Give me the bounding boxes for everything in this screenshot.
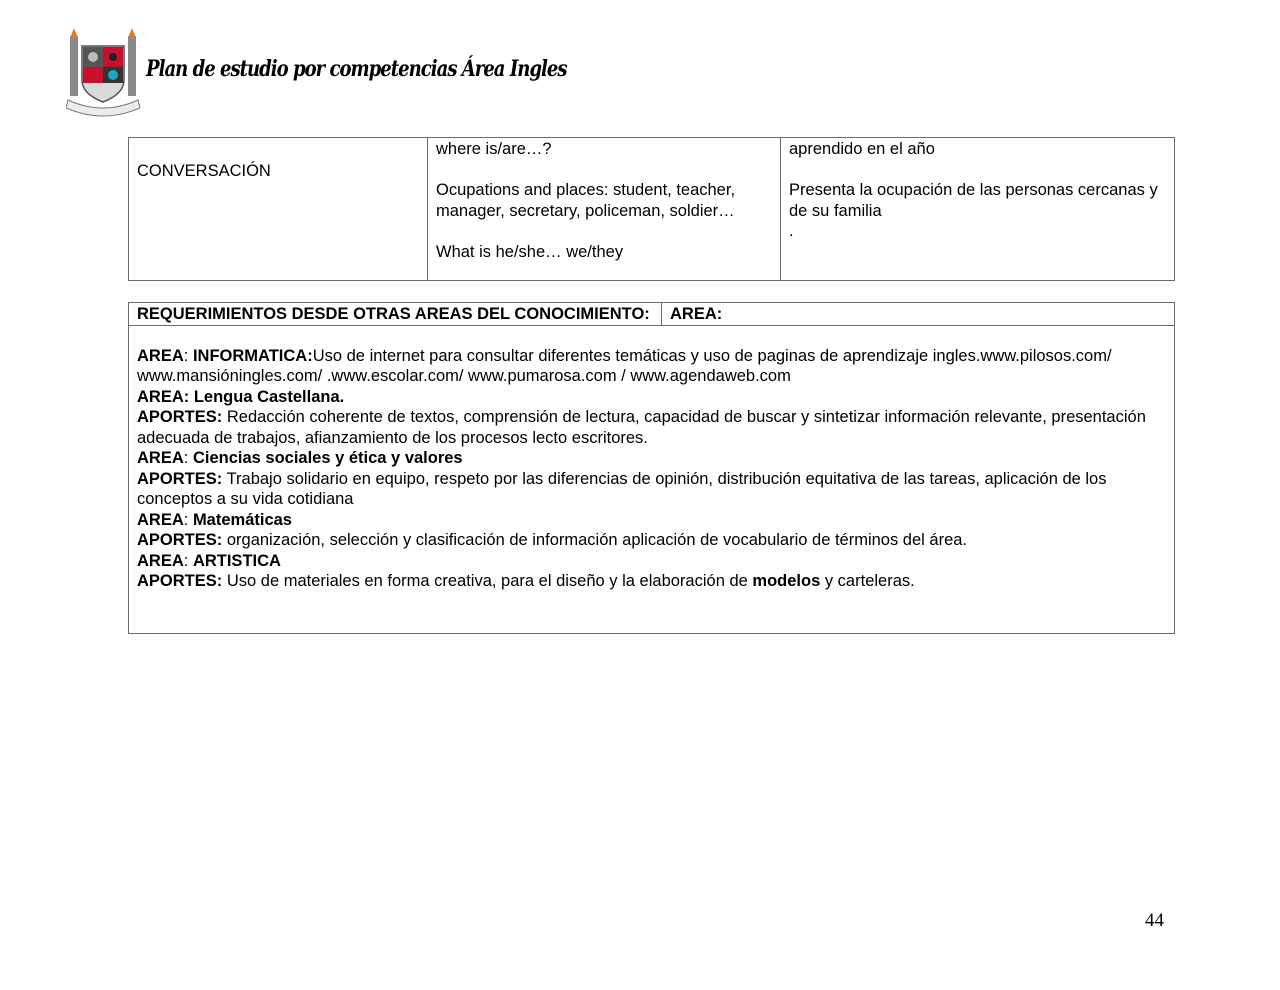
content-line-2: Ocupations and places: student, teacher, manager, secretary, policeman, soldier… [436,181,736,220]
table-row [129,325,1175,633]
conversation-cell [129,138,428,281]
page-number: 44 [1145,910,1164,931]
competencies-table [128,137,1175,281]
castellana-heading: AREA: Lengua Castellana. [137,387,345,406]
matematicas-heading: AREA: Matemáticas [137,510,292,529]
area-heading: AREA: [670,305,723,323]
performance-cell [781,138,1175,281]
sociales-aportes: APORTES: Trabajo solidario en equipo, respeto por las diferencias de opinión, distribución equitativa de las tareas, aplicación de los conceptos a su vida cotidiana [137,469,1107,508]
performance-line-2: Presenta la ocupación de las personas cercanas y de su familia [789,181,1158,220]
school-crest-logo [66,28,150,120]
informatica-text: Uso de internet para consultar diferentes temáticas y uso de paginas de aprendizaje ingles.www.pilosos.com/ www.mansióningles.com/ .www.escolar.com/ www.pumarosa.com / www.agendaweb.com [137,346,1112,385]
content-line-3: What is he/she… we/they [436,242,624,261]
table-row [129,138,1175,281]
requirements-table [128,302,1175,634]
content-line-1: where is/are…? [436,140,552,158]
artistica-heading: AREA: ARTISTICA [137,551,281,570]
table-header-row [129,303,1175,326]
sociales-heading: AREA: Ciencias sociales y ética y valores [137,449,463,467]
document-title: Plan de estudio por competencias Área Ingles [146,56,567,82]
performance-line-3: . [789,222,794,240]
informatica-label: INFORMATICA: [192,346,313,365]
performance-line-1: aprendido en el año [789,140,935,158]
content-cell [428,138,781,281]
informatica-paragraph: AREA: INFORMATICA:Uso de internet para consultar diferentes temáticas y uso de paginas de aprendizaje ingles.www.pilosos.com/ www.mansióningles.com/ .www.escolar.com/ www.pumarosa.com / www.agendaweb.com [137,346,1112,385]
matematicas-aportes: APORTES: organización, selección y clasificación de información aplicación de vocabulario de términos del área. [137,531,968,549]
castellana-aportes: APORTES: Redacción coherente de textos, comprensión de lectura, capacidad de buscar y sintetizar información relevante, presentación adecuada de trabajos, afianzamiento de los procesos lecto escritores. [137,408,1146,447]
requirements-body-cell [129,325,1175,633]
requirements-heading: REQUERIMIENTOS DESDE OTRAS AREAS DEL CONOCIMIENTO: [137,305,650,323]
artistica-aportes: APORTES: Uso de materiales en forma creativa, para el diseño y la elaboración de modelos y carteleras. [137,572,915,590]
page-header [66,28,666,120]
requirements-header-cell [129,303,662,326]
conversation-label: CONVERSACIÓN [137,162,271,181]
area-header-cell [662,303,1175,326]
